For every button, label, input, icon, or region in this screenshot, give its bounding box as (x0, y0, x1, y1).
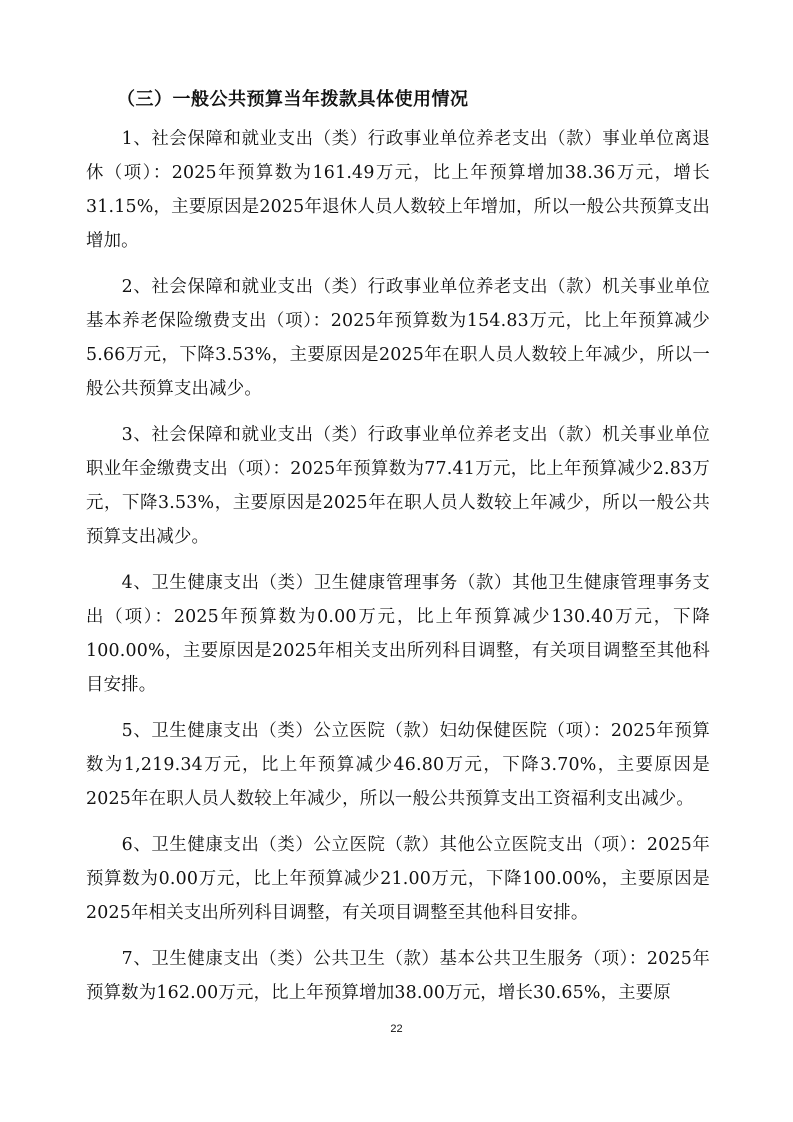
paragraph-item-7: 7、卫生健康支出（类）公共卫生（款）基本公共卫生服务（项）：2025年预算数为162.00万元，比上年预算增加38.00万元，增长30.65%，主要原 (86, 949, 710, 1003)
paragraph-item-1: 1、社会保障和就业支出（类）行政事业单位养老支出（款）事业单位离退休（项）：2025年预算数为161.49万元，比上年预算增加38.36万元，增长31.15%，主要原因是2025年退休人员人数较上年增加，所以一般公共预算支出增加。 (86, 129, 710, 251)
paragraph-item-6: 6、卫生健康支出（类）公立医院（款）其他公立医院支出（项）：2025年预算数为0.00万元，比上年预算减少21.00万元，下降100.00%，主要原因是2025年相关支出所列科目调整，有关项目调整至其他科目安排。 (86, 835, 710, 923)
paragraph-item-3: 3、社会保障和就业支出（类）行政事业单位养老支出（款）机关事业单位职业年金缴费支出（项）：2025年预算数为77.41万元，比上年预算减少2.83万元，下降3.53%，主要原因是2025年在职人员人数较上年减少，所以一般公共预算支出减少。 (86, 425, 710, 547)
document-body (86, 84, 710, 1022)
page-number: 22 (390, 1023, 403, 1035)
section-heading: （三）一般公共预算当年拨款具体使用情况 (117, 89, 469, 110)
paragraph-item-2: 2、社会保障和就业支出（类）行政事业单位养老支出（款）机关事业单位基本养老保险缴费支出（项）：2025年预算数为154.83万元，比上年预算减少5.66万元，下降3.53%，主要原因是2025年在职人员人数较上年减少，所以一般公共预算支出减少。 (86, 277, 710, 399)
paragraph-item-5: 5、卫生健康支出（类）公立医院（款）妇幼保健医院（项）：2025年预算数为1,219.34万元，比上年预算减少46.80万元，下降3.70%，主要原因是2025年在职人员人数较上年减少，所以一般公共预算支出工资福利支出减少。 (86, 721, 710, 809)
paragraph-item-4: 4、卫生健康支出（类）卫生健康管理事务（款）其他卫生健康管理事务支出（项）：2025年预算数为0.00万元，比上年预算减少130.40万元，下降100.00%，主要原因是2025年相关支出所列科目调整，有关项目调整至其他科目安排。 (86, 573, 710, 695)
